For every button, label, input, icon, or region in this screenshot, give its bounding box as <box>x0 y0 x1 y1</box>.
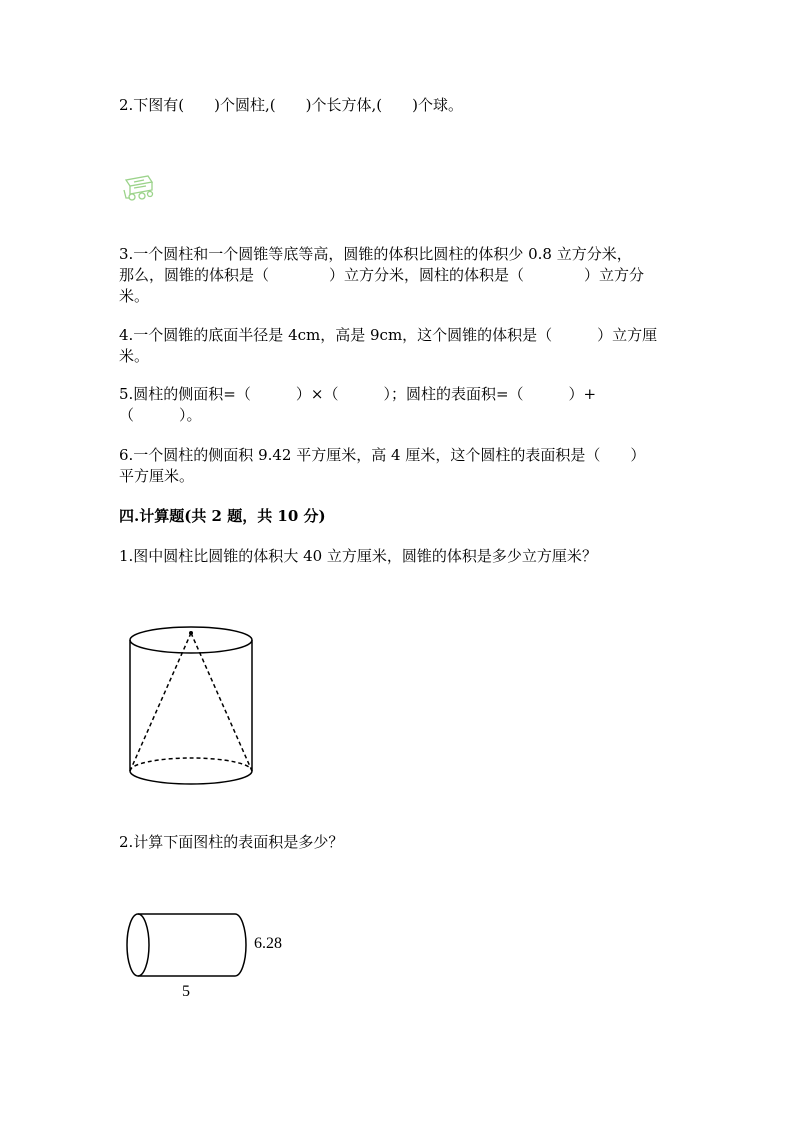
question-4-line-1: 4.一个圆锥的底面半径是 4cm，高是 9cm，这个圆锥的体积是（ ）立方厘 <box>119 326 658 344</box>
question-3-line-2: 那么，圆锥的体积是（ ）立方分米，圆柱的体积是（ ）立方分 <box>119 266 645 284</box>
question-4-line-2: 米。 <box>119 347 150 365</box>
question-6-line-1: 6.一个圆柱的侧面积 9.42 平方厘米，高 4 厘米，这个圆柱的表面积是（ ） <box>119 446 646 464</box>
question-2-fill: 2.下图有( )个圆柱,( )个长方体,( )个球。 <box>119 96 463 114</box>
question-3-line-3: 米。 <box>119 287 150 305</box>
section-4-heading: 四.计算题(共 2 题，共 10 分) <box>119 507 326 525</box>
section-4-question-2: 2.计算下面图柱的表面积是多少？ <box>119 833 344 851</box>
cylinder-cone-figure <box>125 620 261 790</box>
length-label: 5 <box>182 983 190 1000</box>
question-6-line-2: 平方厘米。 <box>119 467 195 485</box>
question-3-line-1: 3.一个圆柱和一个圆锥等底等高，圆锥的体积比圆柱的体积少 0.8 立方分米， <box>119 245 632 263</box>
question-5-line-1: 5.圆柱的侧面积=（ ）×（ ）；圆柱的表面积=（ ）+ <box>119 385 597 403</box>
section-4-question-1: 1.图中圆柱比圆锥的体积大 40 立方厘米，圆锥的体积是多少立方厘米？ <box>119 547 597 565</box>
shapes-figure-icon <box>120 172 156 204</box>
question-5-line-2: （ ）。 <box>119 406 202 424</box>
horizontal-cylinder-figure <box>125 910 255 982</box>
diameter-label: 6.28 <box>254 935 282 952</box>
